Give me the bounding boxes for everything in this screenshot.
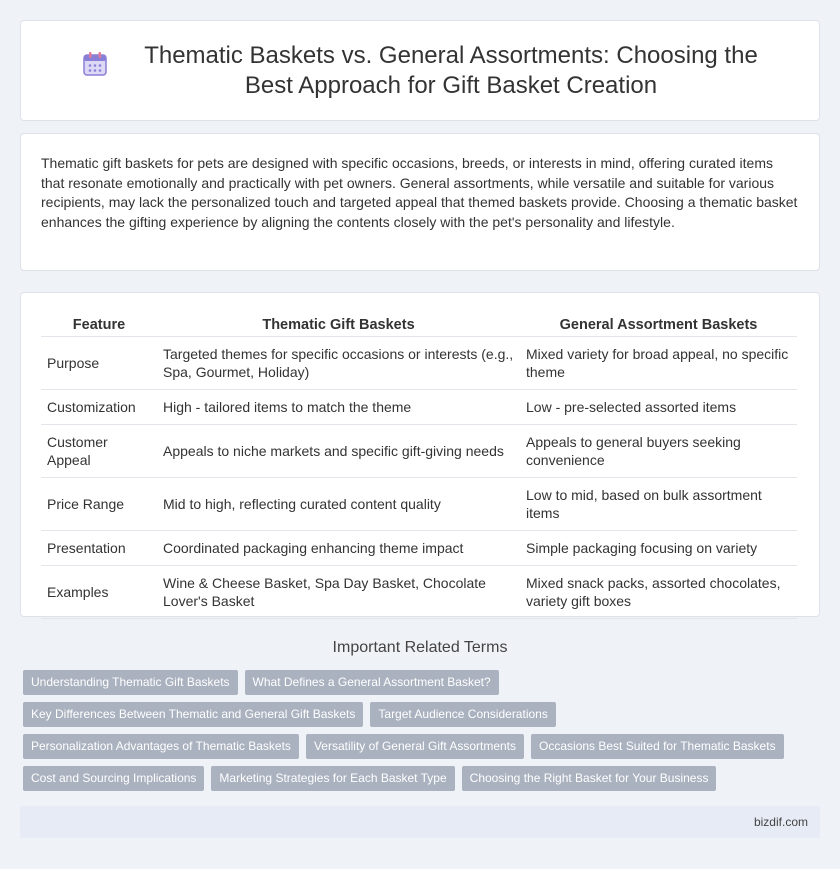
table-cell: Presentation (41, 531, 157, 566)
page-title: Thematic Baskets vs. General Assortments: Choosing the Best Approach for Gift Basket Creation (144, 41, 758, 99)
table-cell: Simple packaging focusing on variety (520, 531, 797, 566)
table-cell: Customer Appeal (41, 425, 157, 478)
related-term-tag[interactable]: Marketing Strategies for Each Basket Type (211, 766, 454, 791)
table-cell: Targeted themes for specific occasions or interests (e.g., Spa, Gourmet, Holiday) (157, 337, 520, 390)
table-cell: High - tailored items to match the theme (157, 390, 520, 425)
header-thematic: Thematic Gift Baskets (157, 313, 520, 337)
tag-row (23, 702, 813, 727)
table-cell: Appeals to general buyers seeking convenience (520, 425, 797, 478)
related-terms-title: Important Related Terms (332, 639, 508, 656)
table-row (41, 566, 797, 619)
footer (20, 806, 820, 838)
related-terms-list (23, 670, 813, 798)
calendar-icon (80, 49, 110, 79)
table-row (41, 390, 797, 425)
related-term-tag[interactable]: Choosing the Right Basket for Your Business (462, 766, 717, 791)
table-row (41, 531, 797, 566)
table-cell: Low to mid, based on bulk assortment items (520, 478, 797, 531)
related-term-tag[interactable]: Key Differences Between Thematic and General Gift Baskets (23, 702, 363, 727)
footer-brand[interactable]: bizdif.com (753, 815, 808, 829)
table-row (41, 337, 797, 390)
related-term-tag[interactable]: Understanding Thematic Gift Baskets (23, 670, 238, 695)
table-cell: Mixed variety for broad appeal, no specific theme (520, 337, 797, 390)
table-cell: Examples (41, 566, 157, 619)
title-card (20, 20, 820, 121)
comparison-card (20, 292, 820, 617)
table-cell: Mixed snack packs, assorted chocolates, variety gift boxes (520, 566, 797, 619)
table-header-row (41, 313, 797, 337)
table-cell: Purpose (41, 337, 157, 390)
related-term-tag[interactable]: Occasions Best Suited for Thematic Baskets (531, 734, 784, 759)
table-row (41, 478, 797, 531)
header-feature: Feature (41, 313, 157, 337)
related-term-tag[interactable]: What Defines a General Assortment Basket? (245, 670, 499, 695)
table-cell: Customization (41, 390, 157, 425)
related-term-tag[interactable]: Personalization Advantages of Thematic Baskets (23, 734, 299, 759)
table-cell: Appeals to niche markets and specific gift-giving needs (157, 425, 520, 478)
related-term-tag[interactable]: Target Audience Considerations (370, 702, 555, 727)
table-cell: Price Range (41, 478, 157, 531)
table-cell: Low - pre-selected assorted items (520, 390, 797, 425)
table-cell: Mid to high, reflecting curated content quality (157, 478, 520, 531)
intro-card (20, 133, 820, 271)
tag-row (23, 766, 813, 791)
table-cell: Wine & Cheese Basket, Spa Day Basket, Chocolate Lover's Basket (157, 566, 520, 619)
header-general: General Assortment Baskets (520, 313, 797, 337)
comparison-table (41, 313, 797, 619)
related-term-tag[interactable]: Cost and Sourcing Implications (23, 766, 204, 791)
intro-paragraph: Thematic gift baskets for pets are designed with specific occasions, breeds, or interests in mind, offering curated items that resonate emotionally and practically with pet owners. General assortments, while versatile and suitable for various recipients, may lack the personalized touch and targeted appeal that themed baskets provide. Choosing a thematic basket enhances the gifting experience by aligning the contents closely with the pet's personality and lifestyle. (41, 155, 798, 230)
table-cell: Coordinated packaging enhancing theme impact (157, 531, 520, 566)
table-row (41, 425, 797, 478)
tag-row (23, 734, 813, 759)
related-term-tag[interactable]: Versatility of General Gift Assortments (306, 734, 524, 759)
tag-row (23, 670, 813, 695)
